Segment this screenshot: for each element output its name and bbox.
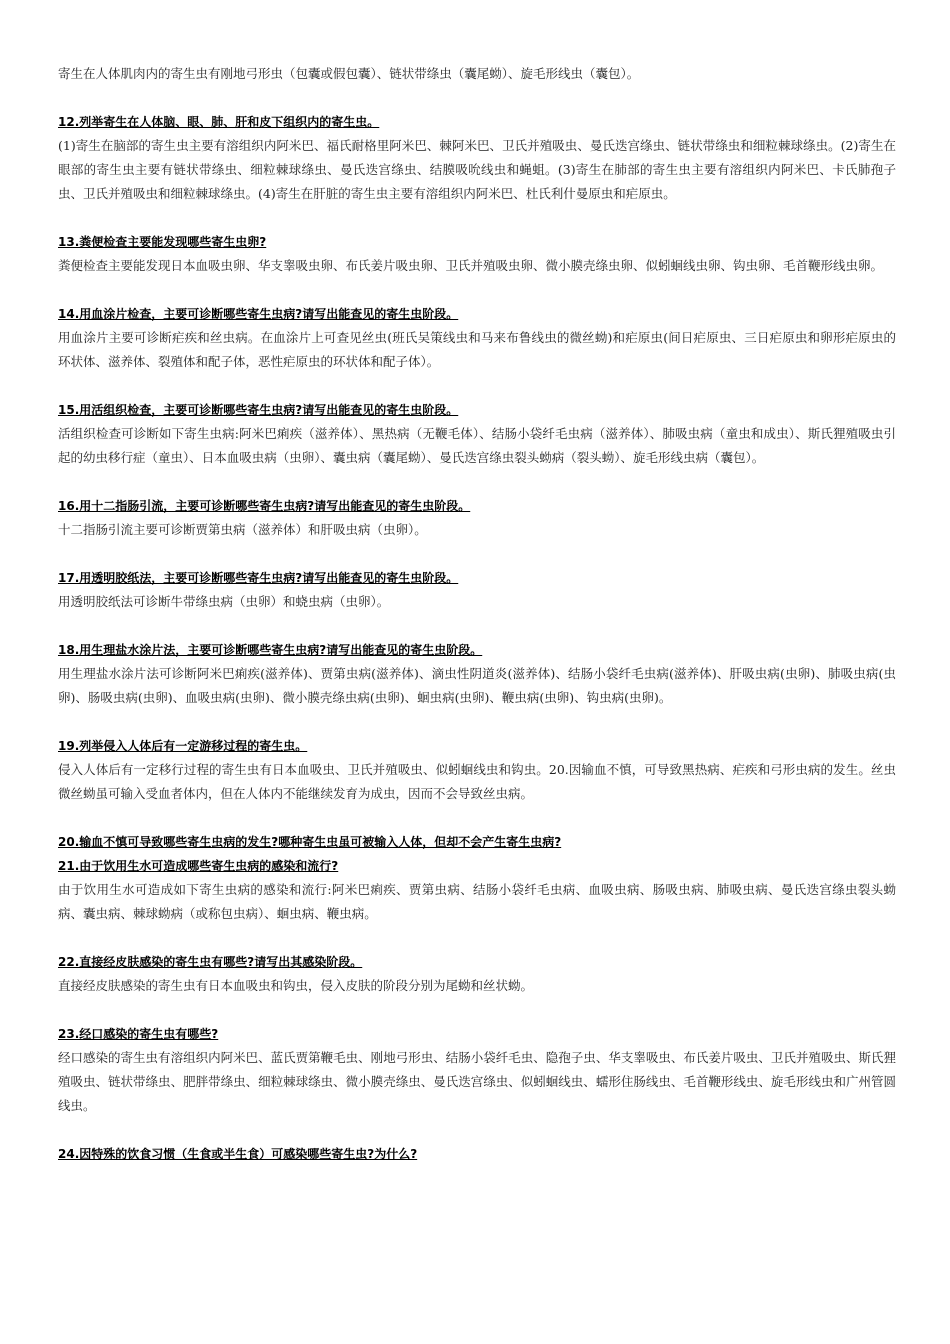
question-heading: 17.用透明胶纸法，主要可诊断哪些寄生虫病?请写出能查见的寄生虫阶段。 [58, 571, 459, 585]
question-heading: 20.输血不慎可导致哪些寄生虫病的发生?哪种寄生虫虽可被输入人体，但却不会产生寄生虫病? [58, 835, 562, 849]
question-heading: 23.经口感染的寄生虫有哪些? [58, 1027, 219, 1041]
qa-item-15 [58, 398, 896, 470]
question-heading: 21.由于饮用生水可造成哪些寄生虫病的感染和流行? [58, 859, 339, 873]
answer-text: 经口感染的寄生虫有溶组织内阿米巴、蓝氏贾第鞭毛虫、刚地弓形虫、结肠小袋纤毛虫、隐孢子虫、华支睾吸虫、布氏姜片吸虫、卫氏并殖吸虫、斯氏狸殖吸虫、链状带绦虫、肥胖带绦虫、细粒棘球绦虫、微小膜壳绦虫、曼氏迭宫绦虫、似蚓蛔线虫、蠕形住肠线虫、毛首鞭形线虫、旋毛形线虫和广州管圆线虫。 [58, 1050, 896, 1113]
document-page [58, 62, 896, 1166]
question-heading: 22.直接经皮肤感染的寄生虫有哪些?请写出其感染阶段。 [58, 955, 363, 969]
answer-text: 用生理盐水涂片法可诊断阿米巴痢疾(滋养体)、贾第虫病(滋养体)、滴虫性阴道炎(滋养体)、结肠小袋纤毛虫病(滋养体)、肝吸虫病(虫卵)、肺吸虫病(虫卵)、肠吸虫病(虫卵)、血吸虫病(虫卵)、微小膜壳绦虫病(虫卵)、蛔虫病(虫卵)、鞭虫病(虫卵)、钩虫病(虫卵)。 [58, 666, 896, 705]
answer-text: 用血涂片主要可诊断疟疾和丝虫病。在血涂片上可查见丝虫(班氏吴策线虫和马来布鲁线虫的微丝蚴)和疟原虫(间日疟原虫、三日疟原虫和卵形疟原虫的环状体、滋养体、裂殖体和配子体，恶性疟原虫的环状体和配子体）。 [58, 330, 896, 369]
qa-item-20 [58, 830, 896, 854]
answer-text: 侵入人体后有一定移行过程的寄生虫有日本血吸虫、卫氏并殖吸虫、似蚓蛔线虫和钩虫。20.因输血不慎，可导致黑热病、疟疾和弓形虫病的发生。丝虫微丝蚴虽可输入受血者体内，但在人体内不能继续发育为成虫，因而不会导致丝虫病。 [58, 762, 896, 801]
answer-text: (1)寄生在脑部的寄生虫主要有溶组织内阿米巴、福氏耐格里阿米巴、棘阿米巴、卫氏并殖吸虫、曼氏迭宫绦虫、链状带绦虫和细粒棘球绦虫。(2)寄生在眼部的寄生虫主要有链状带绦虫、细粒棘球绦虫、曼氏迭宫绦虫、结膜吸吮线虫和蝇蛆。(3)寄生在肺部的寄生虫主要有溶组织内阿米巴、卡氏肺孢子虫、卫氏并殖吸虫和细粒棘球绦虫。(4)寄生在肝脏的寄生虫主要有溶组织内阿米巴、杜氏利什曼原虫和疟原虫。 [58, 138, 896, 201]
question-heading: 24.因特殊的饮食习惯（生食或半生食）可感染哪些寄生虫?为什么? [58, 1147, 418, 1161]
answer-text: 十二指肠引流主要可诊断贾第虫病（滋养体）和肝吸虫病（虫卵）。 [58, 522, 427, 537]
intro-paragraph: 寄生在人体肌肉内的寄生虫有刚地弓形虫（包囊或假包囊）、链状带绦虫（囊尾蚴）、旋毛形线虫（囊包）。 [58, 66, 640, 81]
qa-item-21 [58, 854, 896, 926]
question-heading: 14.用血涂片检查，主要可诊断哪些寄生虫病?请写出能查见的寄生虫阶段。 [58, 307, 459, 321]
qa-item-19 [58, 734, 896, 806]
qa-item-17 [58, 566, 896, 614]
qa-item-14 [58, 302, 896, 374]
answer-text: 粪便检查主要能发现日本血吸虫卵、华支睾吸虫卵、布氏姜片吸虫卵、卫氏并殖吸虫卵、微小膜壳绦虫卵、似蚓蛔线虫卵、钩虫卵、毛首鞭形线虫卵。 [58, 258, 884, 273]
answer-text: 直接经皮肤感染的寄生虫有日本血吸虫和钩虫，侵入皮肤的阶段分别为尾蚴和丝状蚴。 [58, 978, 534, 993]
question-heading: 15.用活组织检查，主要可诊断哪些寄生虫病?请写出能查见的寄生虫阶段。 [58, 403, 459, 417]
question-heading: 18.用生理盐水涂片法，主要可诊断哪些寄生虫病?请写出能查见的寄生虫阶段。 [58, 643, 483, 657]
qa-item-13 [58, 230, 896, 278]
question-heading: 13.粪便检查主要能发现哪些寄生虫卵? [58, 235, 267, 249]
answer-text: 由于饮用生水可造成如下寄生虫病的感染和流行:阿米巴痢疾、贾第虫病、结肠小袋纤毛虫病、血吸虫病、肠吸虫病、肺吸虫病、曼氏迭宫绦虫裂头蚴病、囊虫病、棘球蚴病（或称包虫病）、蛔虫病、鞭虫病。 [58, 882, 896, 921]
qa-item-12 [58, 110, 896, 206]
qa-item-18 [58, 638, 896, 710]
answer-text: 活组织检查可诊断如下寄生虫病:阿米巴痢疾（滋养体）、黑热病（无鞭毛体）、结肠小袋纤毛虫病（滋养体）、肺吸虫病（童虫和成虫）、斯氏狸殖吸虫引起的幼虫移行症（童虫）、日本血吸虫病（虫卵）、囊虫病（囊尾蚴）、曼氏迭宫绦虫裂头蚴病（裂头蚴）、旋毛形线虫病（囊包）。 [58, 426, 896, 465]
qa-item-22 [58, 950, 896, 998]
qa-item-16 [58, 494, 896, 542]
question-heading: 16.用十二指肠引流，主要可诊断哪些寄生虫病?请写出能查见的寄生虫阶段。 [58, 499, 471, 513]
qa-item-24 [58, 1142, 896, 1166]
question-heading: 19.列举侵入人体后有一定游移过程的寄生虫。 [58, 739, 308, 753]
question-heading: 12.列举寄生在人体脑、眼、肺、肝和皮下组织内的寄生虫。 [58, 115, 380, 129]
qa-item-23 [58, 1022, 896, 1118]
answer-text: 用透明胶纸法可诊断牛带绦虫病（虫卵）和蛲虫病（虫卵）。 [58, 594, 390, 609]
